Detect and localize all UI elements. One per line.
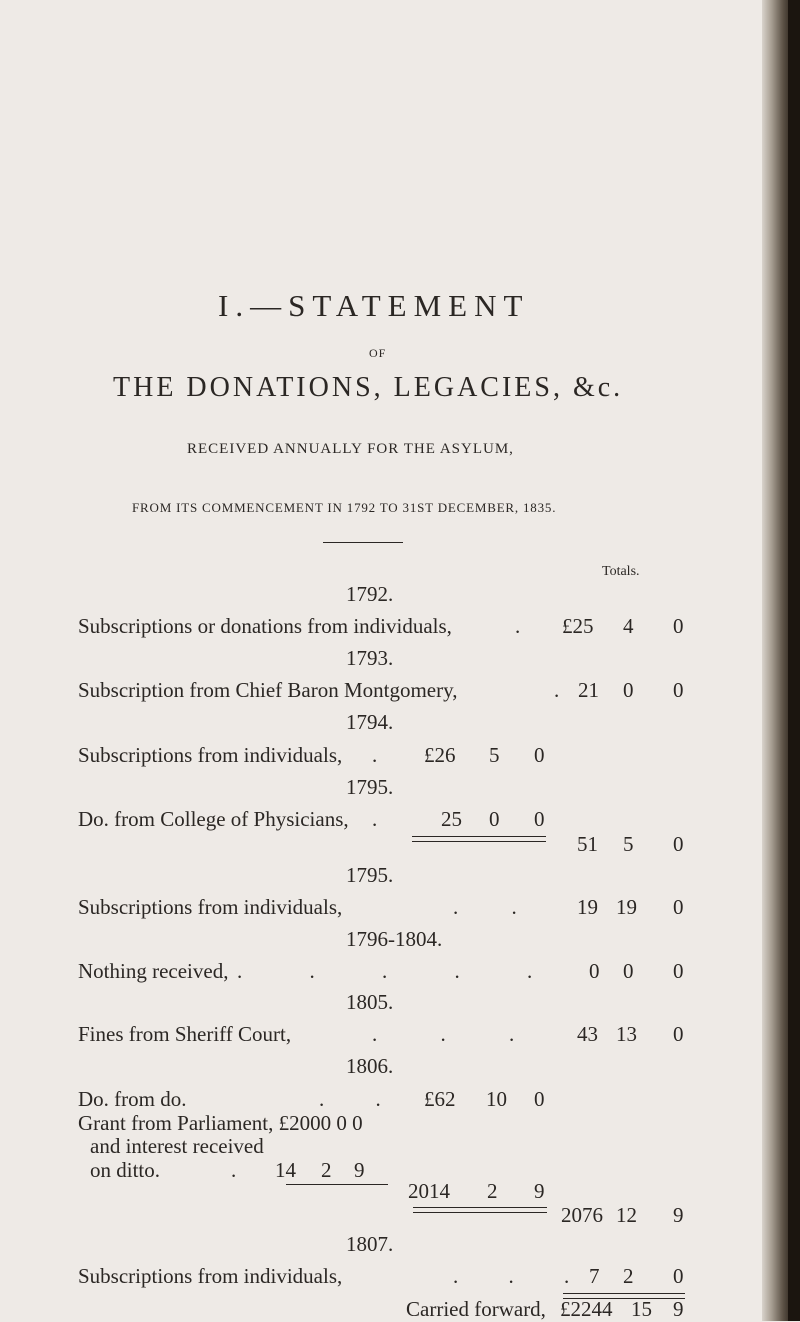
leader-dots: . . <box>453 895 517 919</box>
subtotal-pounds: £62 <box>424 1087 456 1111</box>
subtotal-shillings: 5 <box>489 743 500 767</box>
date-range-line: FROM ITS COMMENCEMENT IN 1792 TO 31ST DECEMBER, 1835. <box>132 500 557 515</box>
statement-title: I.—STATEMENT <box>218 288 530 323</box>
sum-rule <box>412 836 546 842</box>
total-pence: 0 <box>673 614 684 638</box>
row-label-1792: Subscriptions or donations from individuals, <box>78 614 452 638</box>
row-label-1806-ditto: on ditto. <box>90 1158 161 1182</box>
total-pounds: 51 <box>577 832 598 856</box>
carried-forward-pounds: £2244 <box>560 1297 613 1321</box>
total-pence: 0 <box>673 832 684 856</box>
total-pounds: 43 <box>577 1022 598 1046</box>
grant-subtotal-pence: 9 <box>534 1179 545 1203</box>
year-1806: 1806. <box>346 1054 394 1078</box>
book-spine-edge <box>788 0 800 1321</box>
carried-forward-shillings: 15 <box>631 1297 652 1321</box>
year-1794: 1794. <box>346 710 394 734</box>
year-1795-b: 1795. <box>346 863 394 887</box>
interest-shillings: 2 <box>321 1158 332 1182</box>
leader-dot: . <box>231 1158 237 1182</box>
year-1792: 1792. <box>346 582 394 606</box>
leader-dots: . . <box>319 1087 381 1111</box>
interest-pounds: 14 <box>275 1158 296 1182</box>
total-pounds: £25 <box>562 614 594 638</box>
row-label-1795-college: Do. from College of Physicians, <box>78 807 349 831</box>
total-shillings: 13 <box>616 1022 637 1046</box>
total-pounds: 7 <box>589 1264 600 1288</box>
year-1805: 1805. <box>346 990 394 1014</box>
year-1807: 1807. <box>346 1232 394 1256</box>
row-label-1806-interest: and interest received <box>90 1134 264 1158</box>
total-pence: 0 <box>673 678 684 702</box>
total-shillings: 0 <box>623 959 634 983</box>
year-1796-1804: 1796-1804. <box>346 927 443 951</box>
grant-subtotal-pounds: 2014 <box>408 1179 450 1203</box>
total-shillings: 4 <box>623 614 634 638</box>
total-pence: 0 <box>673 895 684 919</box>
total-shillings: 0 <box>623 678 634 702</box>
total-pounds: 0 <box>589 959 600 983</box>
row-label-1805: Fines from Sheriff Court, <box>78 1022 292 1046</box>
subtotal-pence: 0 <box>534 743 545 767</box>
subtotal-pounds: 25 <box>441 807 462 831</box>
row-label-1794: Subscriptions from individuals, <box>78 743 343 767</box>
grant-subtotal-shillings: 2 <box>487 1179 498 1203</box>
total-pence: 0 <box>673 959 684 983</box>
year-1793: 1793. <box>346 646 394 670</box>
statement-subtitle: THE DONATIONS, LEGACIES, &c. <box>113 372 624 403</box>
subtotal-shillings: 0 <box>489 807 500 831</box>
total-pence: 0 <box>673 1264 684 1288</box>
year-1795: 1795. <box>346 775 394 799</box>
header-divider <box>323 542 403 543</box>
sum-rule <box>413 1207 547 1213</box>
total-pence: 9 <box>673 1203 684 1227</box>
row-label-1795-individuals: Subscriptions from individuals, <box>78 895 343 919</box>
subtotal-shillings: 10 <box>486 1087 507 1111</box>
subtotal-pounds: £26 <box>424 743 456 767</box>
total-shillings: 12 <box>616 1203 637 1227</box>
leader-dot: . <box>372 807 378 831</box>
row-label-1796-1804: Nothing received, <box>78 959 229 983</box>
subtotal-pence: 0 <box>534 807 545 831</box>
total-shillings: 19 <box>616 895 637 919</box>
leader-dot: . <box>372 743 378 767</box>
sum-rule <box>286 1184 388 1185</box>
total-pounds: 2076 <box>561 1203 603 1227</box>
carried-forward-label: Carried forward, <box>406 1297 546 1321</box>
received-line: RECEIVED ANNUALLY FOR THE ASYLUM, <box>187 441 514 457</box>
total-pounds: 21 <box>578 678 599 702</box>
leader-dot: . <box>554 678 560 702</box>
subtotal-pence: 0 <box>534 1087 545 1111</box>
leader-dot: . <box>515 614 521 638</box>
carried-forward-pence: 9 <box>673 1297 684 1321</box>
total-shillings: 2 <box>623 1264 634 1288</box>
total-shillings: 5 <box>623 832 634 856</box>
total-pence: 0 <box>673 1022 684 1046</box>
interest-pence: 9 <box>354 1158 365 1182</box>
total-pounds: 19 <box>577 895 598 919</box>
totals-header: Totals. <box>602 564 640 579</box>
leader-dots: . . . <box>453 1264 570 1288</box>
row-label-1807: Subscriptions from individuals, <box>78 1264 343 1288</box>
row-label-1793: Subscription from Chief Baron Montgomery, <box>78 678 458 702</box>
row-label-1806-sheriff: Do. from do. <box>78 1087 187 1111</box>
of-label: OF <box>369 346 387 360</box>
leader-dots: . . . . . <box>237 959 533 983</box>
leader-dots: . . . <box>372 1022 515 1046</box>
row-label-1806-grant: Grant from Parliament, £2000 0 0 <box>78 1111 363 1135</box>
